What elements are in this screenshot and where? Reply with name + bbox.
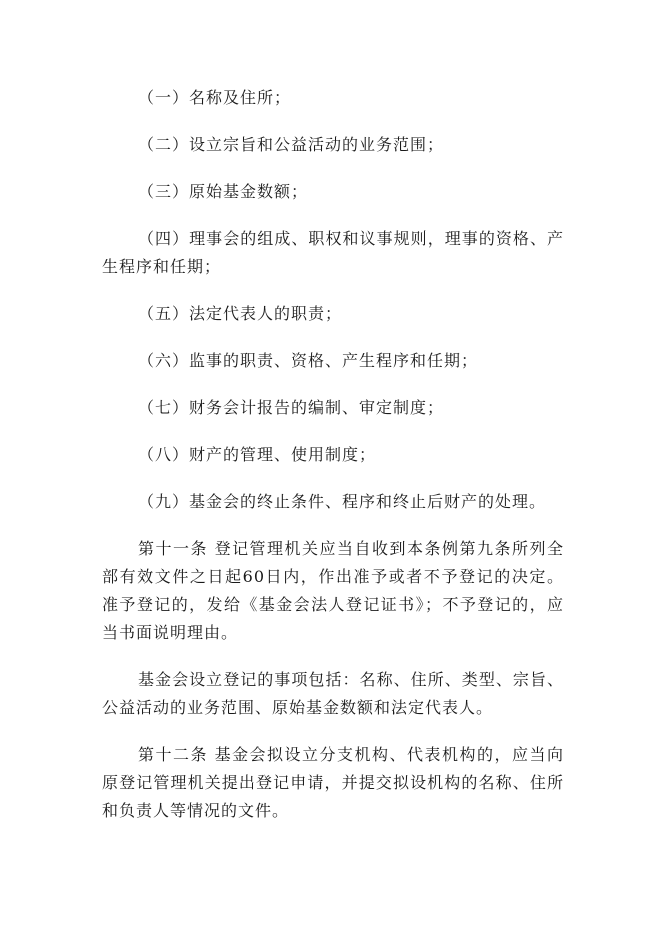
- article-11: 第十一条 登记管理机关应当自收到本条例第九条所列全部有效文件之日起60日内，作出准予或者不予登记的决定。准予登记的，发给《基金会法人登记证书》；不予登记的，应当书面说明理由。: [102, 539, 564, 642]
- list-item-original-fund: （三）原始基金数额；: [138, 182, 309, 201]
- list-item-property: （八）财产的管理、使用制度；: [138, 445, 377, 464]
- list-item-termination: （九）基金会的终止条件、程序和终止后财产的处理。: [138, 492, 547, 511]
- registration-items-paragraph: 基金会设立登记的事项包括：名称、住所、类型、宗旨、公益活动的业务范围、原始基金数额和法定代表人。: [102, 670, 564, 717]
- article-12: 第十二条 基金会拟设立分支机构、代表机构的，应当向原登记管理机关提出登记申请，并提交拟设机构的名称、住所和负责人等情况的文件。: [102, 745, 564, 820]
- list-item-council: （四）理事会的组成、职权和议事规则，理事的资格、产生程序和任期；: [102, 229, 564, 276]
- list-item-supervisor: （六）监事的职责、资格、产生程序和任期；: [138, 351, 479, 370]
- list-item-purpose-scope: （二）设立宗旨和公益活动的业务范围；: [138, 135, 445, 154]
- list-item-name-address: （一）名称及住所；: [138, 88, 292, 107]
- list-item-legal-rep: （五）法定代表人的职责；: [138, 304, 343, 323]
- document-page: [102, 84, 564, 844]
- list-item-accounting: （七）财务会计报告的编制、审定制度；: [138, 398, 445, 417]
